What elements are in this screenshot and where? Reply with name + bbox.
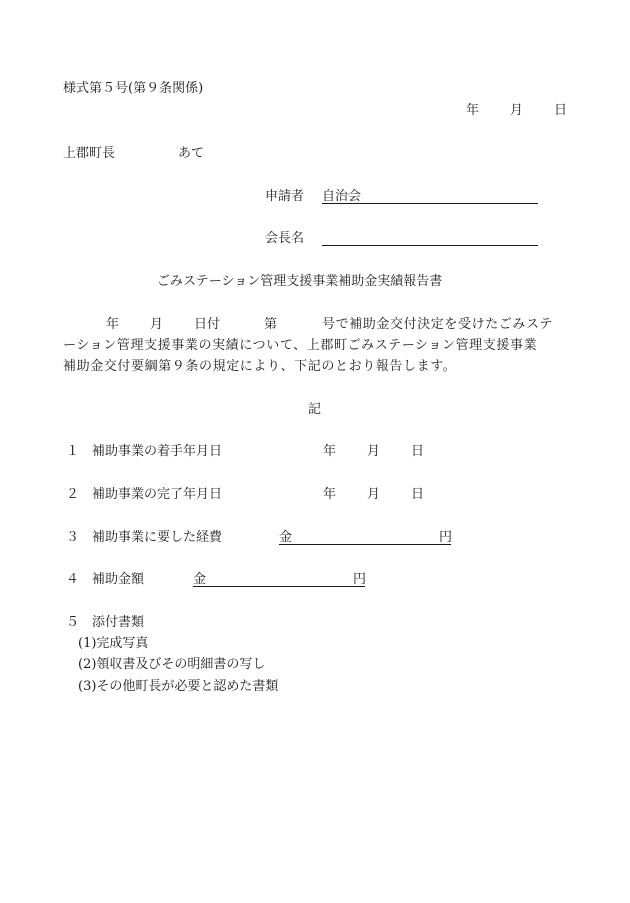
item-2-year: 年 <box>323 487 337 502</box>
item-4-unit: 円 <box>353 572 367 587</box>
applicant-label: 申請者 <box>265 189 305 204</box>
item-2-month: 月 <box>367 487 381 502</box>
date-day-label: 日 <box>554 103 568 118</box>
item-3-number: ３ <box>66 530 80 545</box>
chairperson-label: 会長名 <box>265 231 305 246</box>
addressee-name: 上郡町長 <box>63 146 116 161</box>
attachment-1: (1)完成写真 <box>78 636 149 651</box>
applicant-value: 自治会 <box>322 189 362 204</box>
body-year: 年 <box>106 317 120 332</box>
body-line1-rest: 号で補助金交付決定を受けたごみステ <box>322 317 553 332</box>
item-2-day: 日 <box>411 487 425 502</box>
item-5-label: 添付書類 <box>92 615 145 630</box>
item-1-year: 年 <box>323 444 337 459</box>
addressee-suffix: あて <box>178 146 205 161</box>
body-month: 月 <box>150 317 164 332</box>
item-3-underline <box>279 544 451 545</box>
item-2-number: ２ <box>66 487 80 502</box>
item-3-label: 補助事業に要した経費 <box>92 530 223 545</box>
body-line2: ーション管理支援事業の実績について、上郡町ごみステーション管理支援事業 <box>63 338 538 353</box>
applicant-underline <box>322 203 538 204</box>
item-1-number: １ <box>66 444 80 459</box>
item-4-underline <box>193 586 365 587</box>
item-1-month: 月 <box>367 444 381 459</box>
date-month-label: 月 <box>510 103 524 118</box>
item-4-number: ４ <box>66 572 80 587</box>
body-dai: 第 <box>264 317 278 332</box>
item-1-label: 補助事業の着手年月日 <box>92 444 223 459</box>
item-3-prefix: 金 <box>279 530 293 545</box>
chairperson-underline <box>322 245 538 246</box>
item-2-label: 補助事業の完了年月日 <box>92 487 223 502</box>
item-4-label: 補助金額 <box>92 572 145 587</box>
item-5-number: ５ <box>66 615 80 630</box>
attachment-3: (3)その他町長が必要と認めた書類 <box>78 679 279 694</box>
body-line3: 補助金交付要綱第９条の規定により、下記のとおり報告します。 <box>63 359 457 374</box>
ki-heading: 記 <box>308 402 322 417</box>
document-title: ごみステーション管理支援事業補助金実績報告書 <box>157 274 443 289</box>
body-day-attach: 日付 <box>194 317 221 332</box>
item-1-day: 日 <box>411 444 425 459</box>
attachment-2: (2)領収書及びその明細書の写し <box>78 657 266 672</box>
item-3-unit: 円 <box>439 530 453 545</box>
item-4-prefix: 金 <box>193 572 207 587</box>
form-number: 様式第５号(第９条関係) <box>63 81 204 96</box>
date-year-label: 年 <box>466 103 480 118</box>
